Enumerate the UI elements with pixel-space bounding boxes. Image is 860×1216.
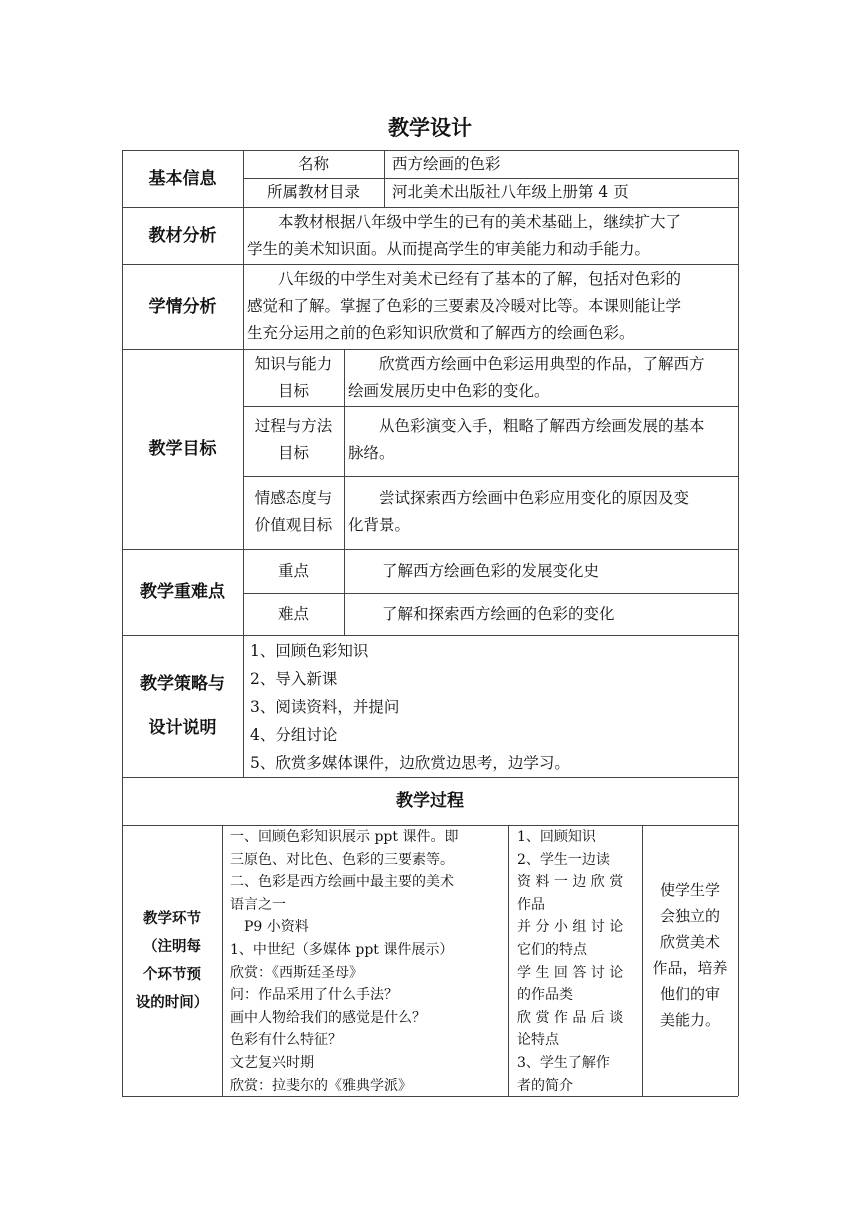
text-line: 感觉和了解。掌握了色彩的三要素及冷暖对比等。本课则能让学 [247, 297, 682, 315]
difficulty-label: 难点 [277, 604, 309, 623]
student-line: 它们的特点 [517, 941, 587, 958]
segment-label-line: 个环节预 [143, 966, 201, 983]
label-line: 价值观目标 [254, 516, 333, 534]
student-line: 2、学生一边读 [517, 851, 610, 868]
teacher-line: 一、回顾色彩知识展示 ppt 课件。即 [230, 829, 459, 845]
material-analysis-header: 教材分析 [148, 225, 217, 246]
student-line: 者的简介 [517, 1077, 573, 1094]
design-intent [642, 825, 738, 1096]
strategy-item: 4、分组讨论 [250, 726, 338, 744]
teacher-line: 三原色、对比色、色彩的三要素等。 [230, 851, 454, 868]
catalog-value: 河北美术出版社八年级上册第 4 页 [392, 183, 629, 201]
goal-process-content [344, 406, 738, 476]
focus-label: 重点 [277, 561, 309, 580]
catalog-label: 所属教材目录 [266, 183, 360, 201]
teacher-line: 画中人物给我们的感觉是什么？ [230, 1009, 426, 1026]
student-activity [508, 825, 642, 1096]
student-line: 1、回顾知识 [517, 829, 596, 845]
strategy-item: 3、阅读资料，并提问 [250, 698, 400, 716]
teacher-line: 问：作品采用了什么手法？ [230, 987, 398, 1004]
strategy-item: 5、欣赏多媒体课件，边欣赏边思考，边学习。 [250, 754, 570, 772]
text-line: 八年级的中学生对美术已经有了基本的了解，包括对色彩的 [278, 270, 682, 288]
label-line: 过程与方法 [254, 417, 333, 435]
teaching-goals-header: 教学目标 [148, 439, 217, 459]
intent-line: 作品，培养 [652, 959, 728, 977]
intent-line: 会独立的 [659, 907, 720, 925]
teacher-activity [222, 825, 508, 1096]
text-line: 脉络。 [348, 444, 395, 462]
teacher-line: 色彩有什么特征？ [230, 1032, 342, 1049]
student-line: 的作品类 [517, 987, 573, 1004]
goal-knowledge-content [344, 349, 738, 406]
intent-line: 他们的审 [659, 985, 720, 1003]
focus-value: 了解西方绘画色彩的发展变化史 [382, 562, 600, 580]
teacher-line: 欣赏：拉斐尔的《雅典学派》 [230, 1077, 412, 1094]
process-header: 教学过程 [396, 791, 464, 811]
text-line: 本教材根据八年级中学生的已有的美术基础上，继续扩大了 [278, 213, 682, 231]
intent-line: 欣赏美术 [659, 933, 720, 951]
student-line: 3、学生了解作 [517, 1054, 610, 1071]
strategy-header [122, 635, 243, 777]
teacher-line: 1、中世纪（多媒体 ppt 课件展示） [230, 941, 454, 958]
teacher-line: 文艺复兴时期 [230, 1054, 314, 1071]
student-line: 并 分 小 组 讨 论 [517, 919, 624, 936]
intent-line: 美能力。 [659, 1011, 720, 1029]
student-analysis-header: 学情分析 [148, 296, 217, 317]
student-line: 欣 赏 作 品 后 谈 [517, 1009, 624, 1026]
teacher-line: 语言之一 [230, 896, 286, 913]
text-line: 化背景。 [348, 516, 411, 534]
difficulty-value: 了解和探索西方绘画的色彩的变化 [382, 605, 615, 623]
strategy-header-line: 教学策略与 [140, 674, 225, 694]
student-line: 学 生 回 答 讨 论 [517, 964, 624, 981]
label-line: 知识与能力 [254, 355, 333, 373]
strategy-header-line: 设计说明 [148, 718, 217, 738]
student-line: 资 料 一 边 欣 赏 [517, 874, 624, 891]
text-line: 欣赏西方绘画中色彩运用典型的作品，了解西方 [379, 355, 705, 373]
lesson-name: 西方绘画的色彩 [392, 155, 501, 173]
strategy-item: 1、回顾色彩知识 [250, 642, 369, 660]
student-line: 论特点 [517, 1032, 559, 1049]
text-line: 尝试探索西方绘画中色彩应用变化的原因及变 [379, 489, 690, 507]
strategy-list [243, 635, 738, 777]
material-analysis-text [243, 207, 738, 264]
label-line: 目标 [277, 382, 309, 400]
student-line: 作品 [517, 896, 545, 913]
table-border-right [738, 150, 739, 1096]
segment-label [122, 825, 222, 1096]
key-points-header: 教学重难点 [140, 582, 225, 602]
goal-attitude-label [243, 476, 344, 549]
student-analysis-text [243, 264, 738, 349]
text-line: 生充分运用之前的色彩知识欣赏和了解西方的绘画色彩。 [247, 324, 635, 342]
intent-line: 使学生学 [659, 881, 720, 899]
teacher-line: 二、色彩是西方绘画中最主要的美术 [230, 874, 454, 891]
name-label: 名称 [297, 154, 329, 173]
teacher-line: 欣赏：《西斯廷圣母》 [230, 964, 363, 981]
label-line: 情感态度与 [254, 489, 333, 507]
goal-attitude-content [344, 476, 738, 549]
teacher-line: P9 小资料 [230, 919, 309, 936]
segment-label-line: 设的时间） [135, 994, 209, 1011]
goal-knowledge-label [243, 349, 344, 406]
text-line: 绘画发展历史中色彩的变化。 [348, 382, 550, 400]
basic-info-header: 基本信息 [148, 168, 217, 189]
document-title: 教学设计 [388, 116, 472, 140]
goal-process-label [243, 406, 344, 476]
strategy-item: 2、导入新课 [250, 670, 338, 688]
label-line: 目标 [277, 444, 309, 462]
segment-label-line: 教学环节 [143, 910, 201, 927]
segment-label-line: （注明每 [143, 938, 201, 955]
text-line: 学生的美术知识面。从而提高学生的审美能力和动手能力。 [247, 240, 651, 258]
text-line: 从色彩演变入手，粗略了解西方绘画发展的基本 [379, 417, 705, 435]
